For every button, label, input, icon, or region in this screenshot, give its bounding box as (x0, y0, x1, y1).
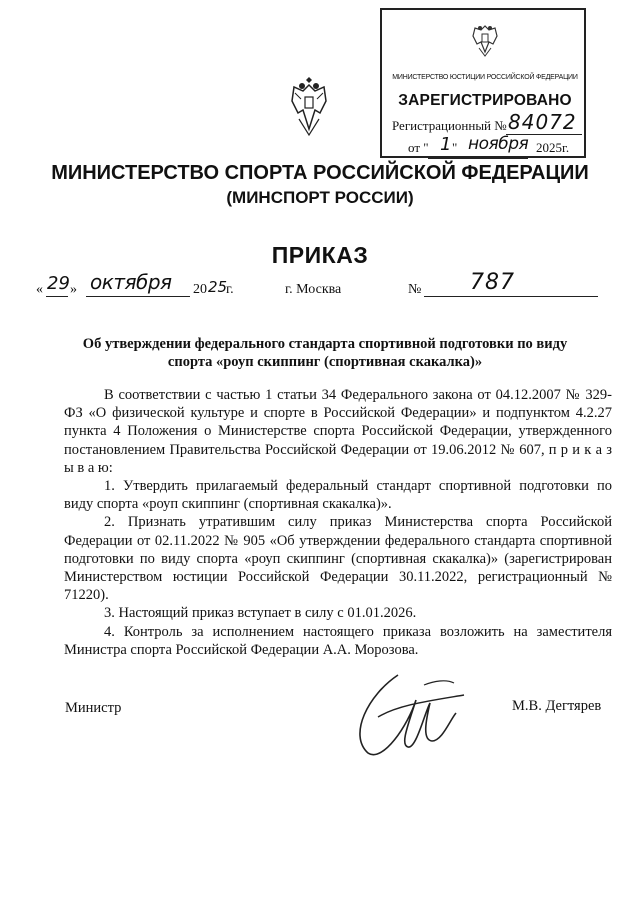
body-paragraph: В соответствии с частью 1 статьи 34 Федерального закона от 04.12.2007 № 329-ФЗ «О физической культуре и спорте в Российской Федерации» и подпунктом 4.2.27 пункта 4 Положения о Министерстве спорта Российской Федерации, утвержденного постановлением Правительства Российской Федерации от 19.06.2012 № 607, п р и к а з ы в а ю: (64, 387, 612, 476)
stamp-date-underline (428, 158, 528, 159)
date-quote-close: » (70, 282, 77, 297)
coat-of-arms-icon (289, 77, 329, 137)
order-date-row (0, 270, 640, 310)
order-month: октября (90, 270, 172, 294)
handwritten-signature (338, 665, 468, 765)
order-year: 25 (208, 278, 228, 296)
stamp-date-mid: " (452, 140, 458, 155)
ministry-short-title: (МИНСПОРТ РОССИИ) (226, 188, 414, 207)
stamp-date-day: 1 (440, 134, 452, 155)
date-quote-open: « (36, 282, 43, 297)
order-year-prefix: 20 (193, 282, 207, 297)
order-subject: Об утверждении федерального стандарта спортивной подготовки по виду спорта «роуп скиппинг (спортивная скакалка)» (82, 336, 568, 370)
registration-stamp (380, 8, 586, 158)
month-underline (86, 296, 190, 297)
body-paragraph: 3. Настоящий приказ вступает в силу с 01.01.2026. (104, 605, 417, 622)
body-paragraph: 1. Утвердить прилагаемый федеральный стандарт спортивной подготовки по виду спорта «роуп скиппинг (спортивная скакалка)». (64, 478, 612, 513)
stamp-date-prefix: от " (408, 140, 429, 155)
stamp-coat-of-arms-icon (470, 22, 500, 58)
ministry-title: МИНИСТЕРСТВО СПОРТА РОССИЙСКОЙ ФЕДЕРАЦИИ (51, 162, 589, 184)
order-number-label: № (408, 282, 422, 297)
stamp-ministry: МИНИСТЕРСТВО ЮСТИЦИИ РОССИЙСКОЙ ФЕДЕРАЦИИ (392, 74, 578, 81)
number-underline (424, 296, 598, 297)
stamp-date-month: ноября (468, 134, 529, 154)
order-number: 787 (470, 270, 515, 295)
body-paragraph: 2. Признать утратившим силу приказ Министерства спорта Российской Федерации от 02.11.2022 № 905 «Об утверждении федерального стандарта спортивной подготовки по виду спорта «роуп скиппинг (спортивная скакалка)» (зарегистрирован Министерством юстиции Российской Федерации 30.11.2022, регистрационный № 71220). (64, 514, 612, 604)
body-paragraph: 4. Контроль за исполнением настоящего приказа возложить на заместителя Министра спорта Российской Федерации А.А. Морозова. (64, 623, 612, 658)
order-year-suffix: г. (226, 282, 234, 297)
stamp-reg-number: 84072 (508, 110, 577, 134)
order-body (64, 386, 612, 659)
signatory-title: Министр (65, 700, 122, 716)
signatory-name: М.В. Дегтярев (512, 698, 602, 714)
stamp-date-year: 2025г. (536, 140, 570, 155)
order-city: г. Москва (285, 282, 342, 297)
stamp-status: ЗАРЕГИСТРИРОВАНО (398, 92, 572, 109)
stamp-reg-label: Регистрационный № (392, 118, 507, 133)
day-underline (46, 296, 68, 297)
document-type: ПРИКАЗ (271, 242, 369, 268)
order-day: 29 (47, 273, 70, 294)
